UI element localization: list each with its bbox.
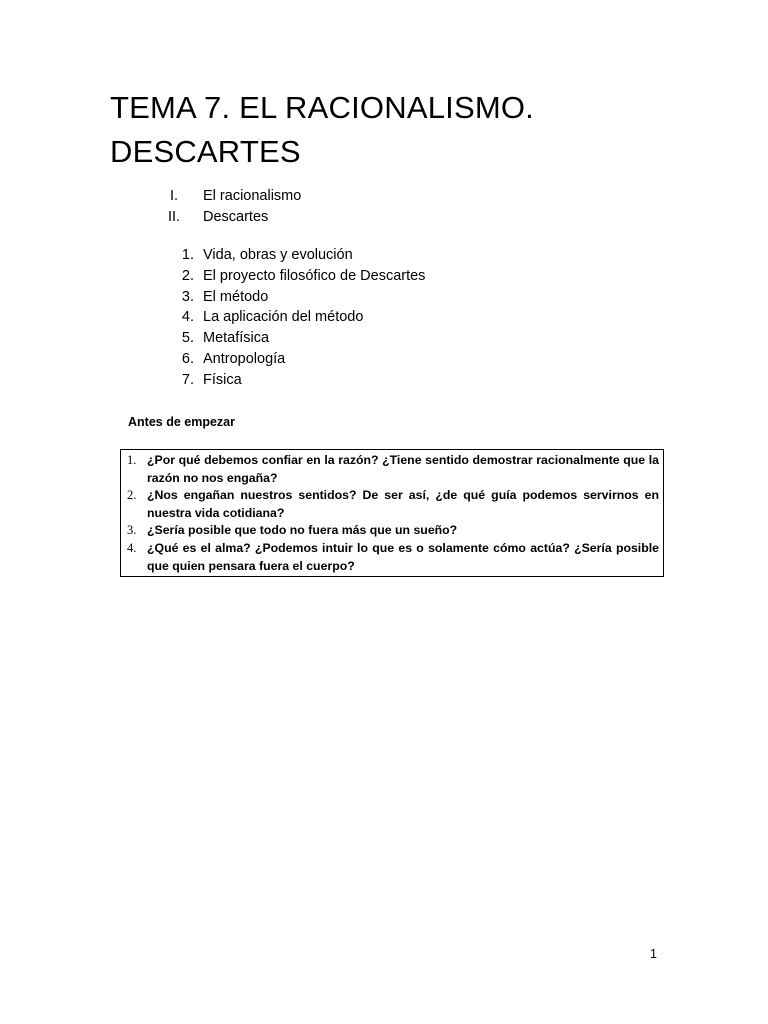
question-text: ¿Qué es el alma? ¿Podemos intuir lo que es o solamente cómo actúa? ¿Sería posible que quien pensara fuera el cuerpo?	[147, 540, 659, 573]
list-item-label: La aplicación del método	[203, 309, 364, 326]
list-item-label: Metafísica	[203, 330, 270, 347]
question-number: 1.	[127, 453, 137, 467]
title-line-2: DESCARTES	[110, 134, 301, 169]
before-start-heading: Antes de empezar	[128, 415, 235, 429]
list-item-number: II.	[167, 209, 181, 225]
list-item-number: 7.	[181, 371, 194, 388]
list-item-label: Física	[203, 371, 242, 388]
list-item-number: 2.	[181, 267, 194, 284]
question-number: 2.	[127, 488, 137, 503]
question-item	[127, 487, 659, 522]
list-item-number: I.	[169, 188, 179, 204]
list-item-label: El racionalismo	[203, 188, 302, 204]
list-item-label: El proyecto filosófico de Descartes	[203, 267, 426, 284]
question-text: ¿Nos engañan nuestros sentidos? De ser así, ¿de qué guía podemos servirnos en nuestra vida cotidiana?	[147, 488, 659, 520]
questions-box	[120, 449, 664, 577]
question-text: ¿Por qué debemos confiar en la razón? ¿Tiene sentido demostrar racionalmente que la razón no nos engaña?	[147, 453, 659, 485]
list-item-label: Vida, obras y evolución	[203, 247, 353, 263]
title-line-1: TEMA 7. EL RACIONALISMO.	[110, 90, 534, 125]
list-item-label: Antropología	[203, 350, 286, 367]
list-item-number: 1.	[181, 247, 194, 263]
list-item-label: Descartes	[203, 209, 269, 225]
list-item-number: 4.	[181, 309, 194, 326]
list-item-number: 5.	[181, 330, 194, 347]
page-number: 1	[650, 947, 657, 961]
question-item	[127, 452, 659, 487]
question-number: 4.	[127, 540, 137, 555]
question-item	[127, 540, 659, 575]
question-text: ¿Sería posible que todo no fuera más que un sueño?	[147, 523, 458, 538]
question-number: 3.	[127, 523, 137, 538]
questions-list	[127, 452, 659, 575]
list-item-number: 6.	[181, 350, 194, 367]
page-title	[110, 86, 710, 174]
list-item-label: El método	[203, 288, 269, 305]
question-item	[127, 522, 659, 540]
list-item-number: 3.	[181, 288, 194, 305]
